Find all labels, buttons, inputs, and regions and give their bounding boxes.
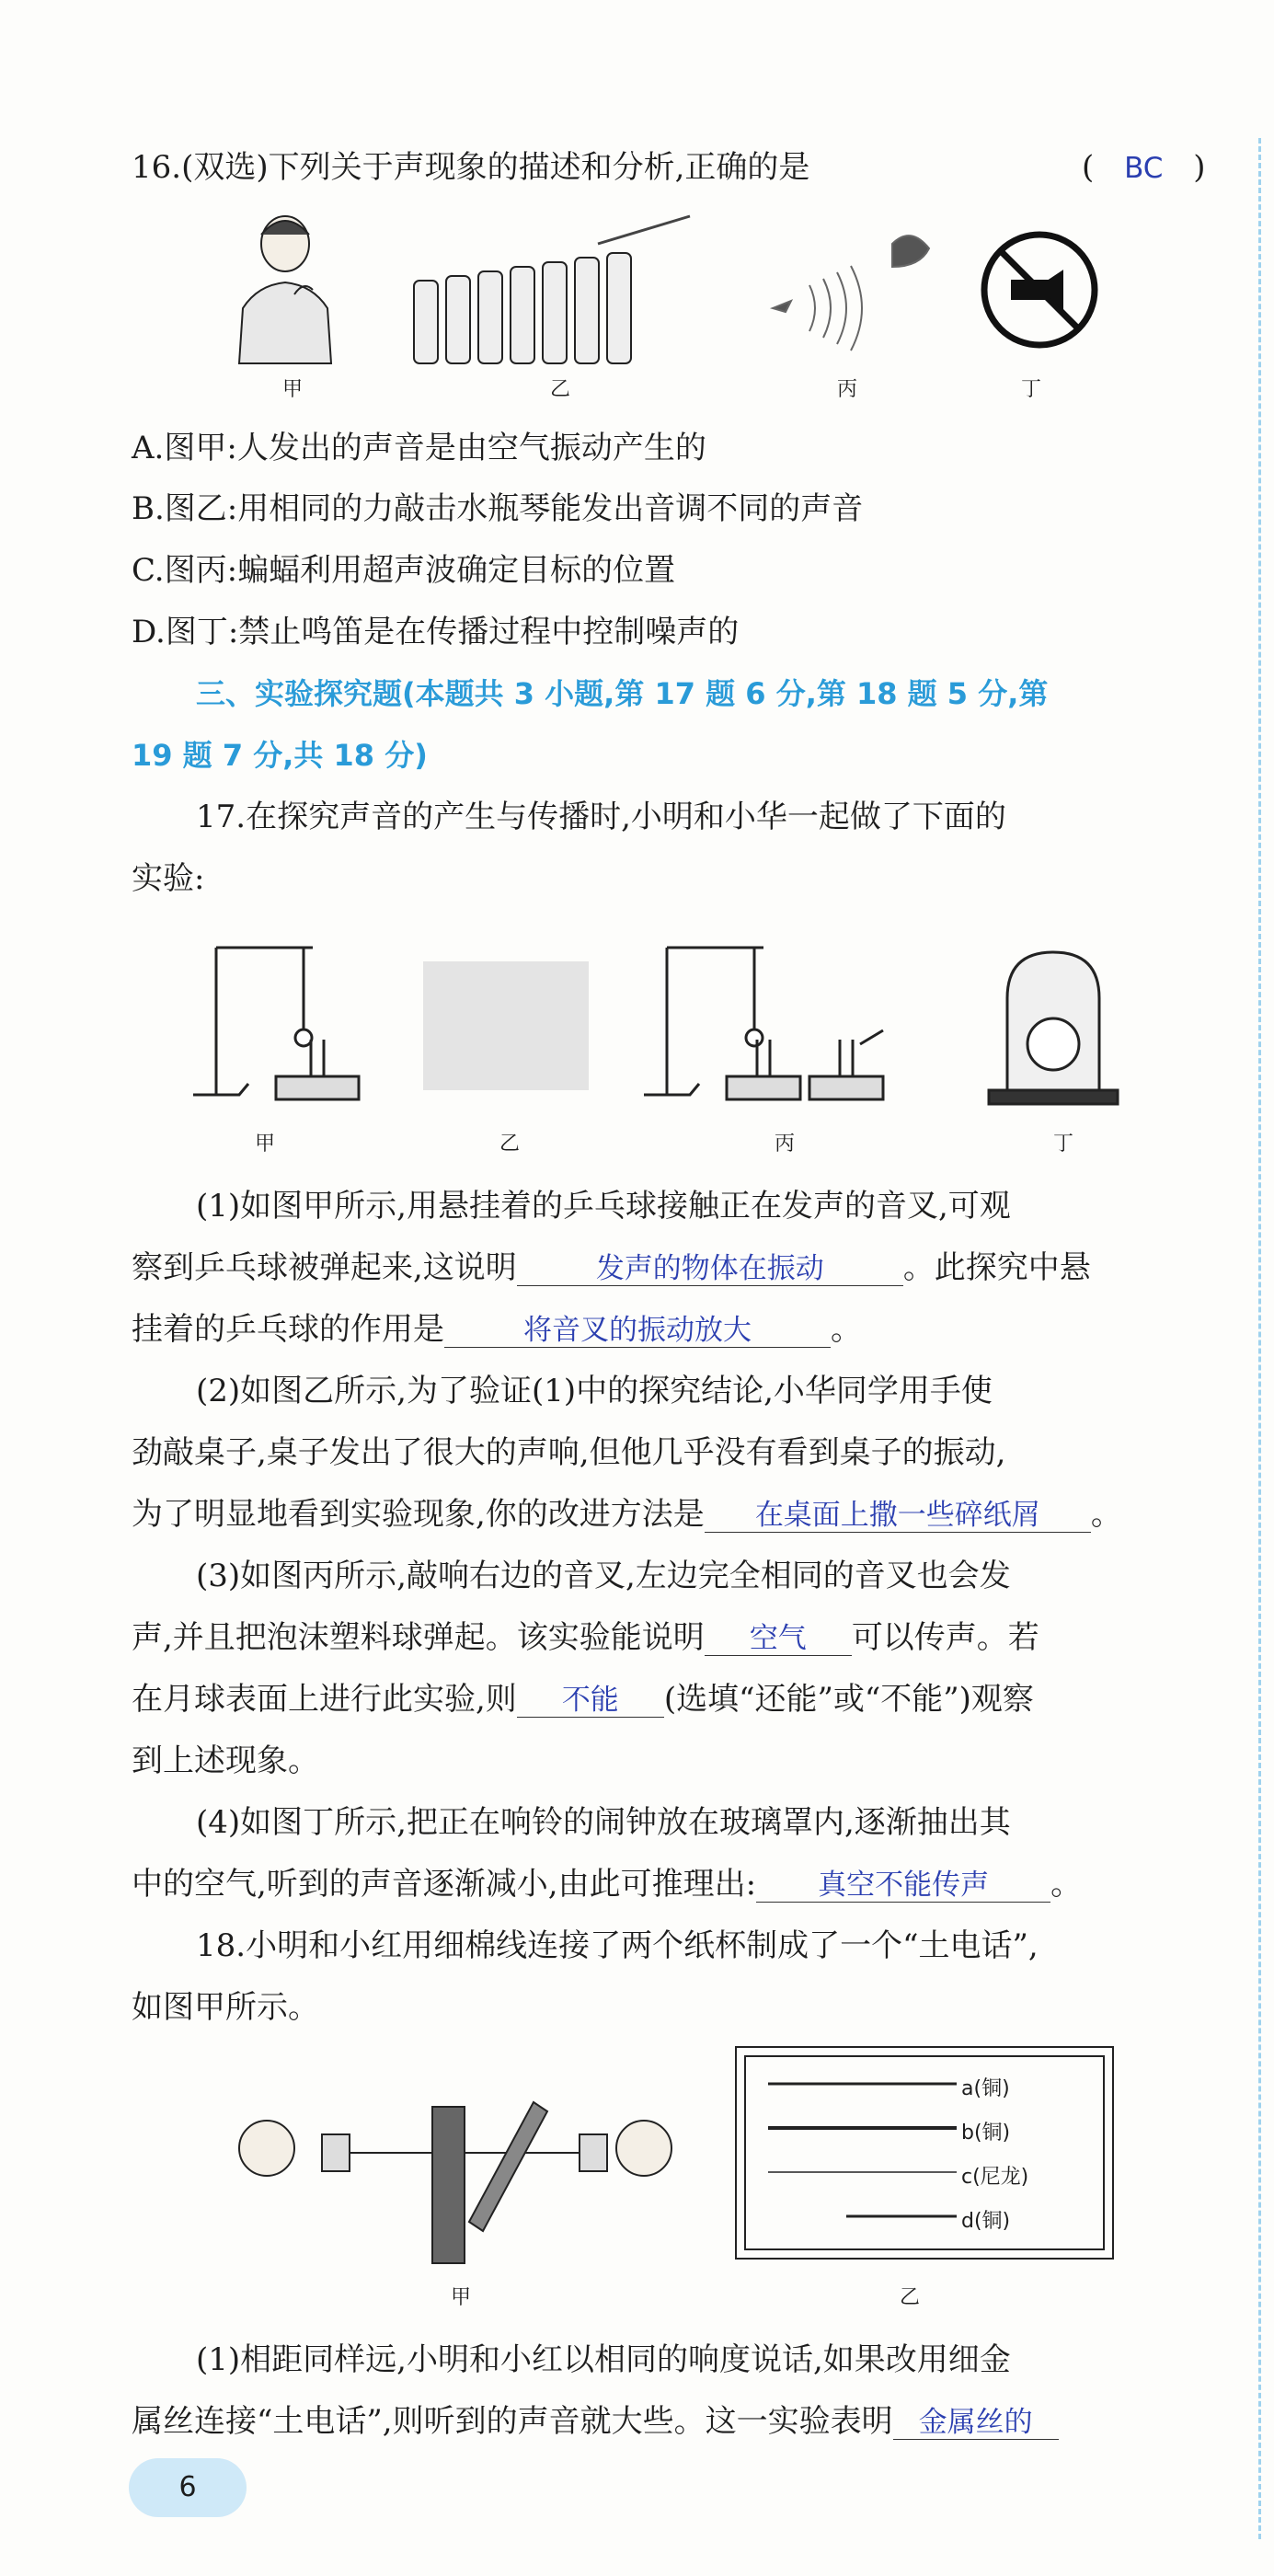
- wire-label-c: c(尼龙): [961, 2166, 1029, 2189]
- q17-p2-line1: (2)如图乙所示,为了验证(1)中的探究结论,小华同学用手使: [196, 1373, 993, 1409]
- q18-p1-line2: 属丝连接“土电话”,则听到的声音就大些。这一实验表明 金属丝的: [132, 2401, 1059, 2442]
- q17-p1-answer1: 发声的物体在振动: [517, 1252, 903, 1286]
- wire-board-illustration: [736, 2047, 1113, 2259]
- q17-p4-line2: 中的空气,听到的声音逐渐减小,由此可推理出: 真空不能传声 。: [132, 1866, 1083, 1903]
- wire-label-b: b(铜): [961, 2122, 1011, 2145]
- bottle-xylophone-illustration: [414, 216, 690, 363]
- q17-p1-line1: (1)如图甲所示,用悬挂着的乒乓球接触正在发声的音叉,可观: [196, 1188, 1011, 1225]
- q17-stem-line2: 实验:: [132, 860, 205, 897]
- q18-stem-line2: 如图甲所示。: [132, 1989, 319, 2026]
- q17-p4-answer: 真空不能传声: [756, 1869, 1050, 1903]
- person-illustration: [239, 216, 331, 363]
- q16-answer-bracket: ( BC ): [1082, 149, 1206, 186]
- wire-label-a: a(铜): [961, 2077, 1010, 2100]
- q16-fig-label-bing: 丙: [837, 378, 858, 401]
- q16-fig-label-yi: 乙: [550, 378, 571, 401]
- q17-p2-line3: 为了明显地看到实验现象,你的改进方法是 在桌面上撒一些碎纸屑 。: [132, 1496, 1122, 1533]
- q16-stem: 16.(双选)下列关于声现象的描述和分析,正确的是: [132, 149, 810, 186]
- q17-p3-line2: 声,并且把泡沫塑料球弹起。该实验能说明 空气 可以传声。若: [132, 1619, 1039, 1656]
- q18-p1-line1: (1)相距同样远,小明和小红以相同的响度说话,如果改用细金: [196, 2341, 1011, 2378]
- page-number: 6: [129, 2458, 247, 2517]
- q17-fig-label-bing: 丙: [775, 1133, 796, 1156]
- q17-p3-line4: 到上述现象。: [132, 1742, 319, 1779]
- q17-p1-line2: 察到乒乓球被弹起来,这说明 发声的物体在振动 。此探究中悬: [132, 1249, 1091, 1286]
- two-tuning-forks-illustration: [644, 948, 883, 1099]
- q17-fig-label-ding: 丁: [1053, 1133, 1074, 1156]
- q16-option-b: B.图乙:用相同的力敲击水瓶琴能发出音调不同的声音: [132, 490, 864, 527]
- wire-label-d: d(铜): [961, 2210, 1011, 2233]
- bat-echolocation-illustration: [773, 236, 929, 351]
- q18-p1-answer: 金属丝的: [893, 2406, 1059, 2440]
- q16-figures: [230, 207, 1113, 382]
- q17-p3-line1: (3)如图丙所示,敲响右边的音叉,左边完全相同的音叉也会发: [196, 1558, 1011, 1594]
- q17-p2-answer: 在桌面上撒一些碎纸屑: [705, 1499, 1091, 1533]
- q16-fig-label-jia: 甲: [282, 378, 304, 401]
- q17-p2-line2: 劲敲桌子,桌子发出了很大的声响,但他几乎没有看到桌子的振动,: [132, 1434, 1006, 1471]
- q17-p3-line3: 在月球表面上进行此实验,则 不能 (选填“还能”或“不能”)观察: [132, 1681, 1034, 1718]
- q16-option-d: D.图丁:禁止鸣笛是在传播过程中控制噪声的: [132, 614, 740, 650]
- q16-stem-line: [132, 147, 809, 188]
- q18-fig-label-jia: 甲: [451, 2286, 472, 2309]
- q17-fig-label-yi: 乙: [499, 1133, 521, 1156]
- q18-stem-line1: 18.小明和小红用细棉线连接了两个纸杯制成了一个“土电话”,: [196, 1927, 1039, 1964]
- q17-figures: [175, 929, 1141, 1113]
- q17-p3-answer1: 空气: [705, 1622, 852, 1656]
- q17-fig-label-jia: 甲: [255, 1133, 276, 1156]
- q17-p1-line3: 挂着的乒乓球的作用是 将音叉的振动放大 。: [132, 1311, 862, 1348]
- q17-stem-line1: 17.在探究声音的产生与传播时,小明和小华一起做了下面的: [196, 799, 1006, 835]
- q17-p4-line1: (4)如图丁所示,把正在响铃的闹钟放在玻璃罩内,逐渐抽出其: [196, 1804, 1011, 1841]
- bell-jar-alarm-clock-illustration: [989, 952, 1118, 1104]
- q18-fig-label-yi: 乙: [900, 2286, 921, 2309]
- no-honking-sign: [984, 235, 1095, 345]
- q17-p1-answer2: 将音叉的振动放大: [444, 1314, 831, 1348]
- q16-fig-label-ding: 丁: [1021, 378, 1042, 401]
- q17-p3-answer2: 不能: [517, 1684, 664, 1718]
- hand-knocking-table-photo: [423, 961, 589, 1090]
- q16-answer: BC: [1124, 152, 1164, 185]
- section3-title-line2: 19 题 7 分,共 18 分): [132, 738, 428, 773]
- string-telephone-illustration: [239, 2102, 671, 2263]
- page-edge-dashes: [1258, 138, 1261, 2539]
- section3-title-line1: 三、实验探究题(本题共 3 小题,第 17 题 6 分,第 18 题 5 分,第: [196, 676, 1049, 711]
- q16-option-c: C.图丙:蝙蝠利用超声波确定目标的位置: [132, 552, 676, 589]
- q16-option-a: A.图甲:人发出的声音是由空气振动产生的: [132, 430, 706, 466]
- tuning-fork-pingpong-illustration: [193, 948, 359, 1099]
